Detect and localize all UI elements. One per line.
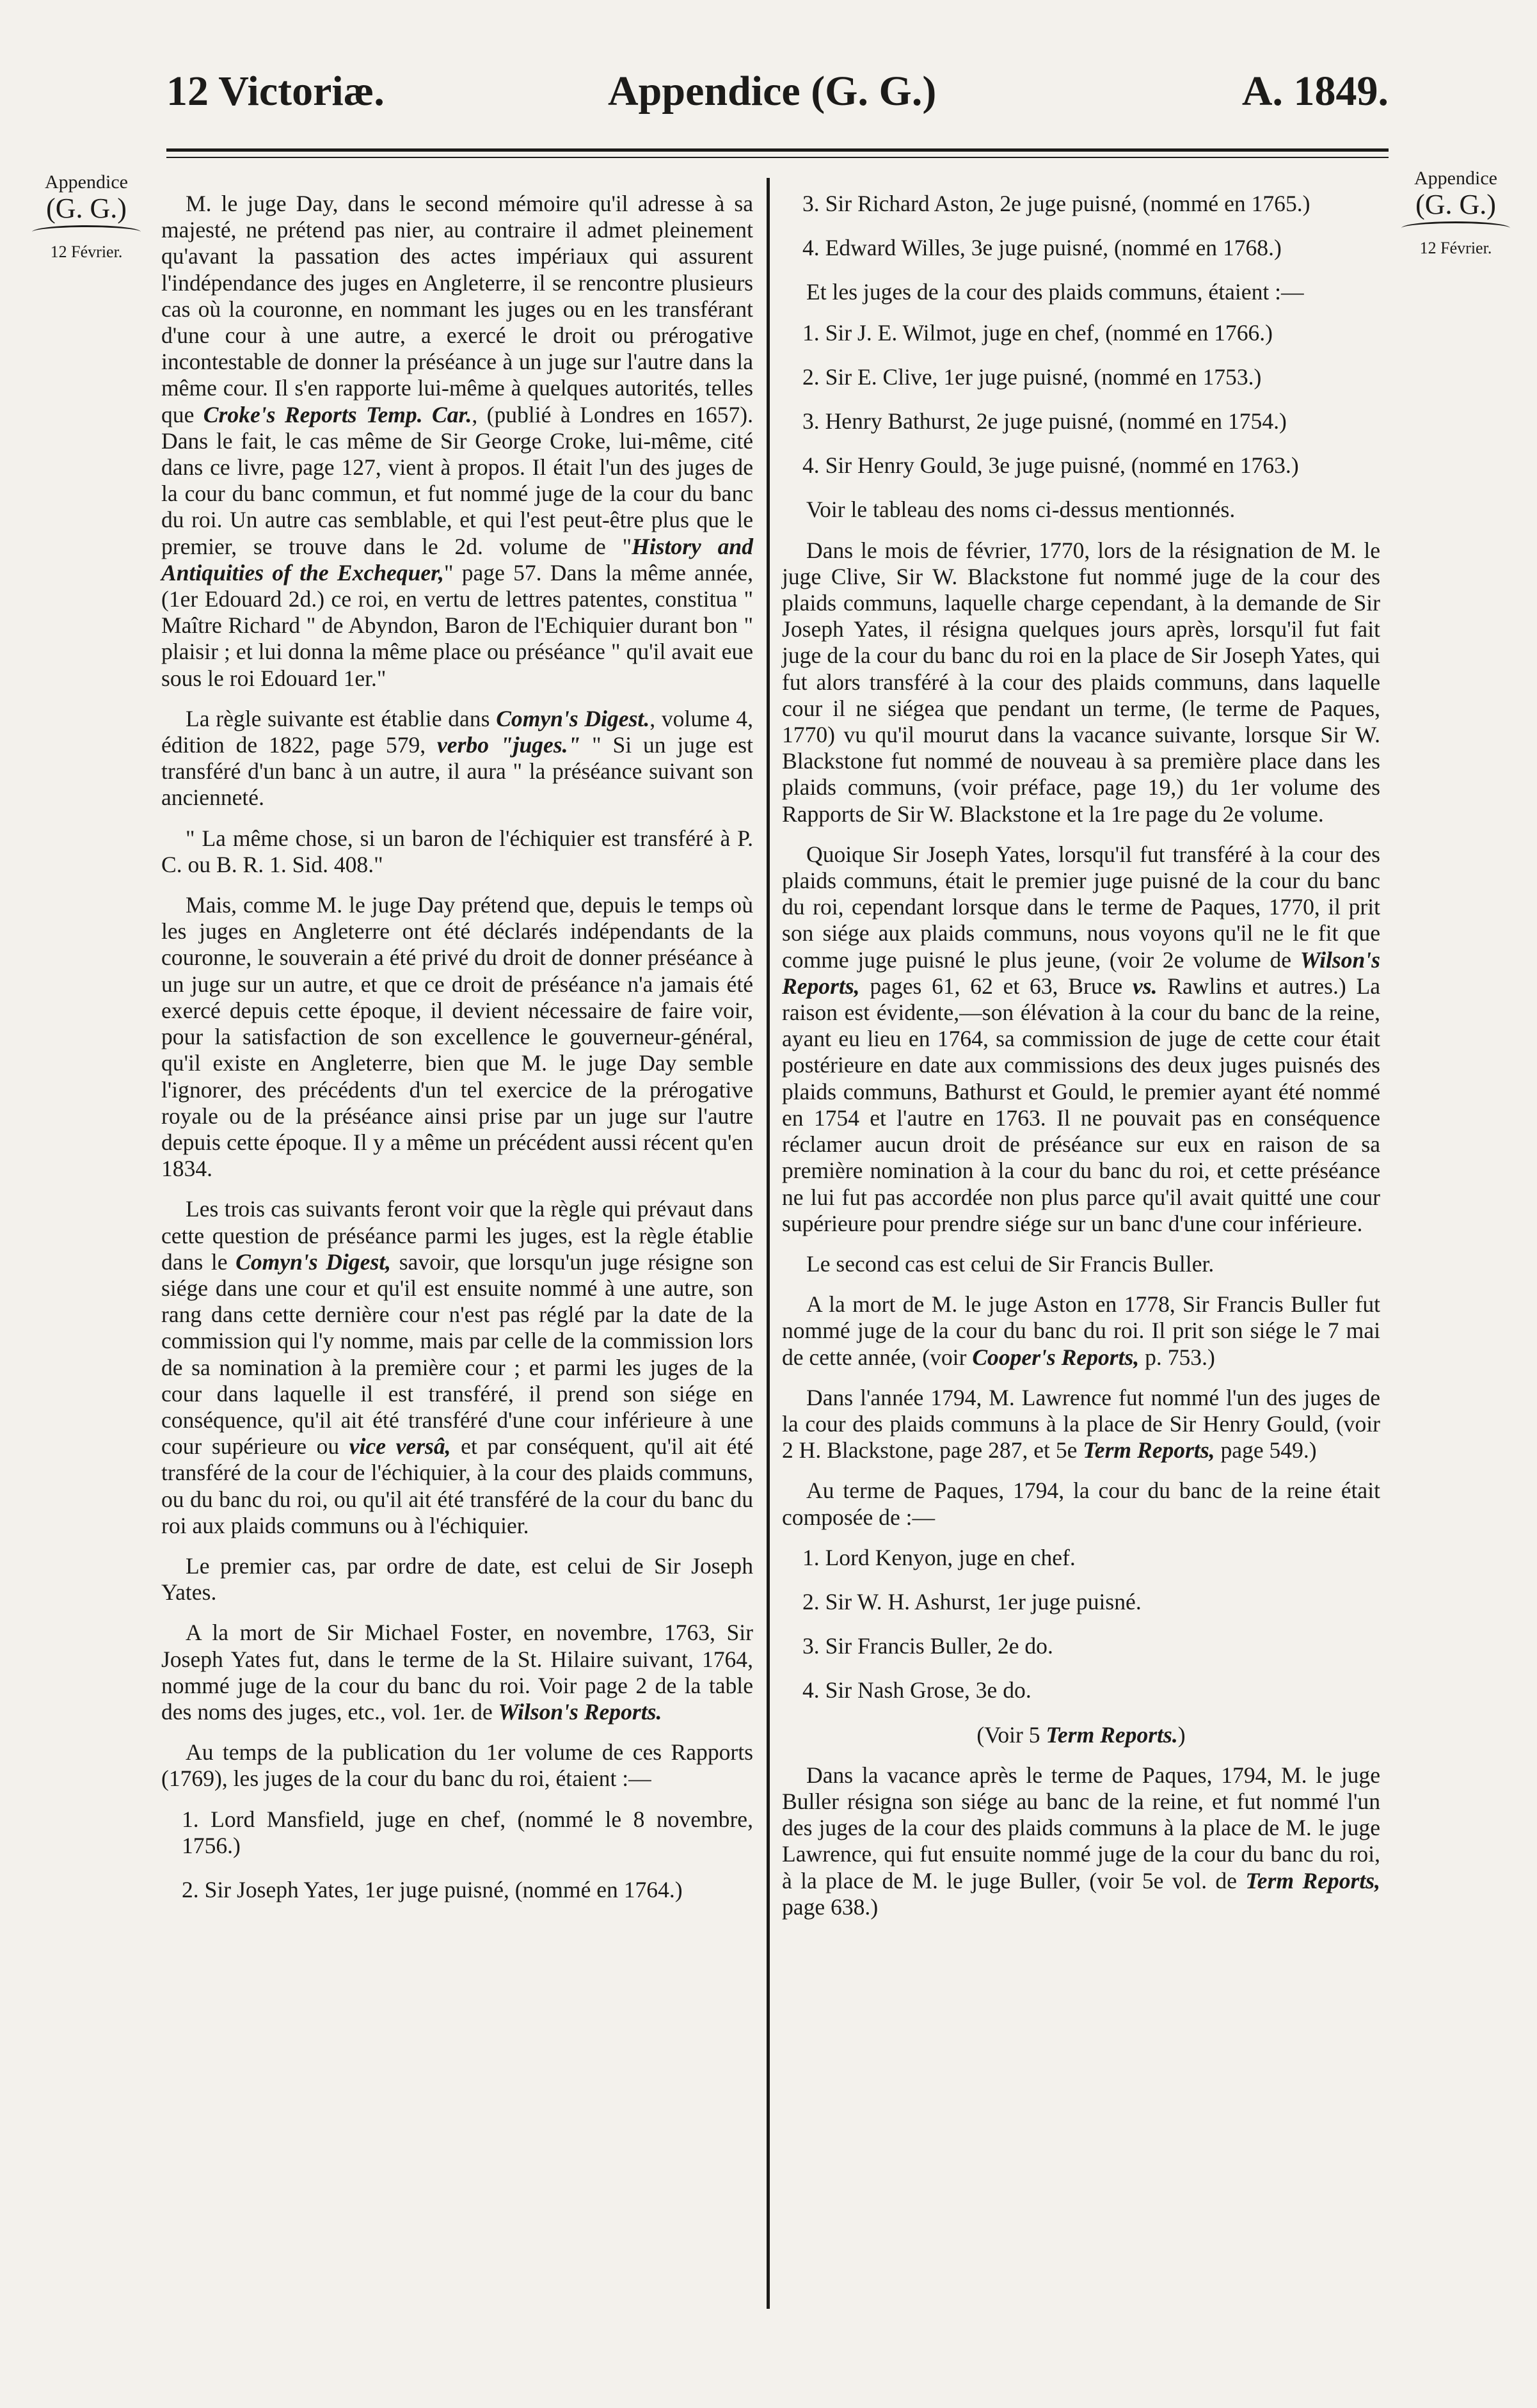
page-header (166, 67, 1389, 131)
header-session: 12 Victoriæ. (166, 68, 385, 115)
margin-code: (G. G.) (1415, 189, 1496, 220)
paragraph: Le second cas est celui de Sir Francis Buller. (806, 1250, 1214, 1277)
paragraph: Le premier cas, par ordre de date, est celui de Sir Joseph Yates. (161, 1552, 753, 1606)
paragraph: Au terme de Paques, 1794, la cour du banc de la reine était composée de :— (782, 1478, 1380, 1530)
margin-label: Appendice (45, 171, 128, 193)
paragraph: Quoique Sir Joseph Yates, lorsqu'il fut transféré à la cour des plaids communs, était le premier juge puisné de la cour du banc du roi, cependant lorsque dans le terme de Paques, 1770, il prit son siége aux plaids communs, nous voyons qu'il ne le fit que comme juge puisné le plus jeune, (voir 2e volume de Wilson's Reports, pages 61, 62 et 63, Bruce vs. Rawlins et autres.) La raison est évidente,—son élévation à la cour du banc de la reine, ayant eu lieu en 1764, sa commission de juge de cette cour était postérieure en date aux commissions des deux juges puisnés des plaids communs, Bathurst et Gould, le premier ayant été nommé en 1754 et l'autre en 1763. Il ne pouvait pas en conséquence réclamer aucun droit de préséance sur eux en raison de sa première nomination à la cour du banc du roi, et cette préséance ne lui fut pas accordée non plus parce qu'il avait quitté une cour supérieure pour prendre siége sur un banc d'une cour inférieure. (782, 841, 1380, 1236)
paragraph: A la mort de M. le juge Aston en 1778, Sir Francis Buller fut nommé juge de la cour du banc du roi. Il prit son siége le 7 mai de cette année, (voir Cooper's Reports, p. 753.) (782, 1291, 1380, 1370)
margin-label: Appendice (1414, 168, 1497, 189)
margin-date: 12 Février. (1419, 239, 1492, 257)
paragraph: Mais, comme M. le juge Day prétend que, depuis le temps où les juges en Angleterre ont été déclarés indépendants de la couronne, le souverain a été privé du droit de donner préséance à un juge sur un autre, et que ce droit de préséance n'a jamais été exercé depuis cette époque, il devient nécessaire de faire voir, pour la satisfaction de son excellence le gouverneur-général, qu'il existe en Angleterre, bien que M. le juge Day semble l'ignorer, des précédents d'un tel exercice de la prérogative royale ou de la préséance ainsi prise par un juge sur l'autre depuis cette époque. Il y a même un précédent aussi récent qu'en 1834. (161, 892, 753, 1182)
margin-brace (32, 225, 141, 239)
paragraph: A la mort de Sir Michael Foster, en novembre, 1763, Sir Joseph Yates fut, dans le terme de la St. Hilaire suivant, 1764, nommé juge de la cour du banc du roi. Voir page 2 de la table des noms des juges, etc., vol. 1er. de Wilson's Reports. (161, 1620, 753, 1725)
list-item: 3. Sir Richard Aston, 2e juge puisné, (nommé en 1765.) (802, 191, 1310, 216)
list-item: 4. Sir Henry Gould, 3e juge puisné, (nommé en 1763.) (802, 452, 1299, 479)
header-title: Appendice (G. G.) (608, 68, 937, 115)
left-column (161, 191, 753, 1903)
list-item: 3. Henry Bathurst, 2e juge puisné, (nommé en 1754.) (802, 408, 1287, 435)
margin-note-left (26, 171, 147, 262)
list-item: 4. Edward Willes, 3e juge puisné, (nommé en 1768.) (802, 235, 1282, 261)
list-item: 2. Sir Joseph Yates, 1er juge puisné, (nommé en 1764.) (182, 1876, 683, 1902)
margin-note-right (1395, 168, 1517, 258)
list-item: 1. Sir J. E. Wilmot, juge en chef, (nommé en 1766.) (802, 319, 1273, 346)
header-rule-thick (166, 148, 1389, 152)
paragraph: La règle suivante est établie dans Comyn's Digest., volume 4, édition de 1822, page 579, verbo "juges." " Si un juge est transféré d'un banc à un autre, il aura " la préséance suivant son ancienneté. (161, 705, 753, 811)
margin-date: 12 Février. (50, 243, 123, 261)
list-item: 4. Sir Nash Grose, 3e do. (802, 1677, 1031, 1703)
paragraph: Dans le mois de février, 1770, lors de la résignation de M. le juge Clive, Sir W. Blackstone fut nommé juge de la cour des plaids communs, laquelle charge cependant, à la demande de Sir Joseph Yates, il résigna quelques jours après, lorsqu'il fut fait juge de la cour du banc du roi en la place de Sir Joseph Yates, qui fut alors transféré à la cour des plaids communs, dans laquelle cour il ne siégea que pendant un terme, (le terme de Paques, 1770) vu qu'il mourut dans la vacance suivante, lorsque Sir W. Blackstone fut nommé de nouveau à sa première place dans les plaids communs, (voir préface, page 19,) du 1er volume des Rapports de Sir W. Blackstone et la 1re page du 2e volume. (782, 537, 1380, 827)
paragraph: Au temps de la publication du 1er volume de ces Rapports (1769), les juges de la cour du banc du roi, étaient :— (161, 1739, 753, 1792)
paragraph: M. le juge Day, dans le second mémoire qu'il adresse à sa majesté, ne prétend pas nier, au contraire il admet pleinement qu'avant la passation des actes impériaux qui assurent l'indépendance des juges en Angleterre, il se rencontre plusieurs cas où la couronne, en nommant les juges ou en les transférant d'une cour à une autre, a exercé le droit ou prérogative incontestable de donner la préséance à un juge sur l'autre dans la même cour. Il s'en rapporte lui-même à quelques autorités, telles que Croke's Reports Temp. Car., (publié à Londres en 1657). Dans le fait, le cas même de Sir George Croke, lui-même, cité dans ce livre, page 127, vient à propos. Il était l'un des juges de la cour du banc commun, et fut nommé juge de la cour du banc du roi. Un autre cas semblable, et qui l'est peut-être plus que le premier, se trouve dans le 2d. volume de "History and Antiquities of the Exchequer," page 57. Dans la même année, (1er Edouard 2d.) ce roi, en vertu de lettres patentes, constitua " Maître Richard " de Abyndon, Baron de l'Echiquier durant bon " plaisir ; et lui donna la même place ou préséance " qu'il avait eue sous le roi Edouard 1er." (161, 191, 753, 691)
paragraph: Et les juges de la cour des plaids communs, étaient :— (806, 279, 1304, 305)
paragraph: Dans l'année 1794, M. Lawrence fut nommé l'un des juges de la cour des plaids communs à la place de Sir Henry Gould, (voir 2 H. Blackstone, page 287, et 5e Term Reports, page 549.) (782, 1384, 1380, 1463)
header-year: A. 1849. (1241, 68, 1389, 115)
list-item: 1. Lord Kenyon, juge en chef. (802, 1544, 1076, 1570)
right-column (782, 191, 1380, 1920)
list-item: 3. Sir Francis Buller, 2e do. (802, 1633, 1053, 1659)
paragraph: Les trois cas suivants feront voir que la règle qui prévaut dans cette question de préséance parmi les juges, est la règle établie dans le Comyn's Digest, savoir, que lorsqu'un juge résigne son siége dans une cour et qu'il est ensuite nommé à une autre, son rang dans cette dernière cour n'est pas réglé par la date de la commission qui l'y nomme, mais par celle de la commission lors de sa nomination à la première cour ; et parmi les juges de la cour dans laquelle il est transféré, il prend son siége en conséquence, qu'il ait été transféré d'une cour inférieure à une cour supérieure ou vice versâ, et par conséquent, qu'il ait été transféré de la cour de l'échiquier, à la cour des plaids communs, ou du banc du roi, ou qu'il ait été transféré de la cour du banc du roi aux plaids communs ou à l'échiquier. (161, 1196, 753, 1538)
list-item: 1. Lord Mansfield, juge en chef, (nommé le 8 novembre, 1756.) (182, 1806, 753, 1858)
paragraph: Dans la vacance après le terme de Paques, 1794, M. le juge Buller résigna son siége au banc de la reine, et fut nommé l'un des juges de la cour des plaids communs à la place de M. le juge Lawrence, qui fut ensuite nommé juge de la cour du banc du roi, à la place de M. le juge Buller, (voir 5e vol. de Term Reports, page 638.) (782, 1762, 1380, 1920)
margin-code: (G. G.) (46, 193, 127, 224)
reference-note: (Voir 5 Term Reports.) (976, 1721, 1186, 1748)
list-item: 2. Sir E. Clive, 1er juge puisné, (nommé en 1753.) (802, 363, 1262, 390)
list-item: 2. Sir W. H. Ashurst, 1er juge puisné. (802, 1588, 1142, 1615)
paragraph: " La même chose, si un baron de l'échiquier est transféré à P. C. ou B. R. 1. Sid. 408." (161, 825, 753, 877)
column-divider (767, 178, 770, 2309)
margin-brace (1401, 221, 1510, 235)
header-rule-thin (166, 157, 1389, 158)
paragraph: Voir le tableau des noms ci-dessus mentionnés. (806, 497, 1236, 523)
